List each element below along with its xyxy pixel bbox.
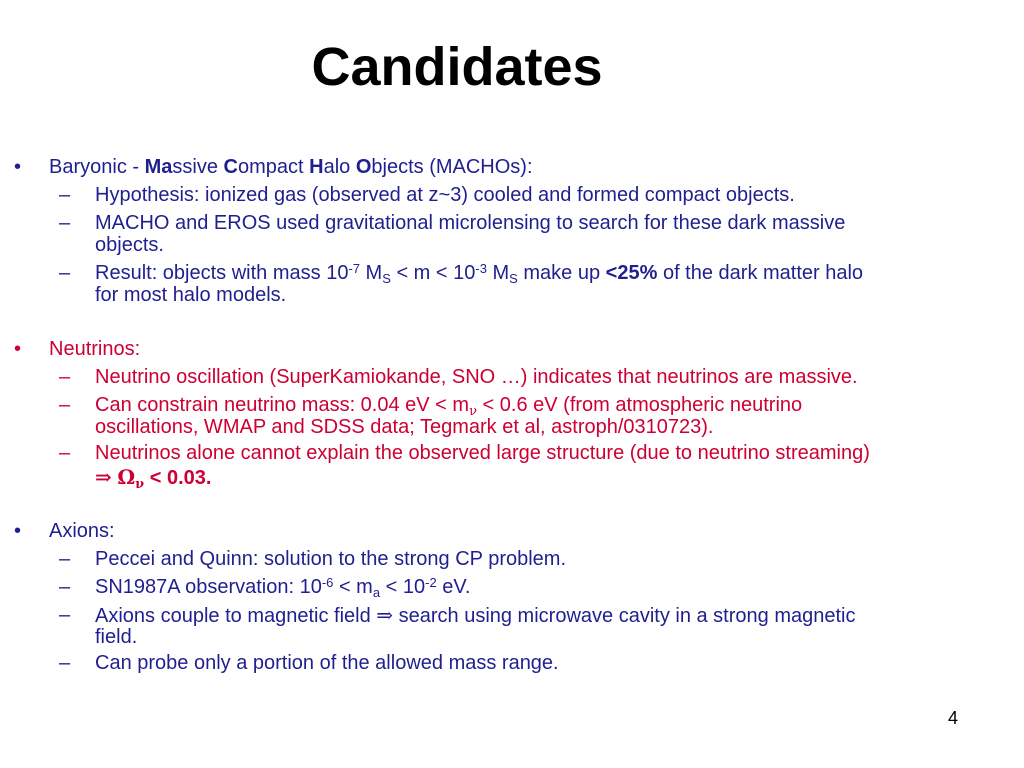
- item-peccei: Peccei and Quinn: solution to the strong CP problem.: [95, 548, 567, 570]
- axions-heading: Axions:: [49, 520, 115, 542]
- dash-macho: –: [59, 212, 71, 234]
- dash-constrain: –: [59, 394, 71, 416]
- dash-probe: –: [59, 652, 71, 674]
- dash-oscillation: –: [59, 366, 71, 388]
- item-alone-line2: ⇒ $\Omega_\nu < 0.03$.: [95, 465, 212, 492]
- item-result-line1: Result: objects with mass $10^{-7}$ $M_S < m < 10^{-3}$ $M_S$ make up <25% of the dark matter halo: [95, 261, 864, 286]
- item-constrain-line1: Can constrain neutrino mass: 0.04 eV < $m_\nu < 0.6$ eV (from atmospheric neutrino: [95, 394, 803, 419]
- item-macho-line1: MACHO and EROS used gravitational microlensing to search for these dark massive: [95, 212, 846, 234]
- page-number: 4: [948, 708, 959, 728]
- dash-result: –: [59, 262, 71, 284]
- implies-arrow-icon: ⇒: [95, 465, 112, 489]
- item-result-line2: for most halo models.: [95, 284, 287, 306]
- item-alone-line1: Neutrinos alone cannot explain the observed large structure (due to neutrino streaming): [95, 442, 870, 464]
- dash-hypothesis: –: [59, 184, 71, 206]
- item-couple-line2: field.: [95, 626, 138, 648]
- dash-sn1987a: –: [59, 576, 71, 598]
- bullet-neutrinos: •: [14, 338, 22, 360]
- item-macho-line2: objects.: [95, 234, 164, 256]
- neutrinos-heading: Neutrinos:: [49, 338, 141, 360]
- bullet-baryonic: •: [14, 156, 22, 178]
- implies-arrow-icon: ⇒: [376, 603, 394, 627]
- item-couple-line1: Axions couple to magnetic field ⇒ search using microwave cavity in a strong magnetic: [95, 603, 856, 627]
- item-sn1987a: SN1987A observation: $10^{-6} < m_a < 10^{-2}$ eV.: [95, 575, 471, 600]
- baryonic-heading: Baryonic - Massive Compact Halo Objects (MACHOs):: [49, 156, 533, 178]
- slide-title: Candidates: [311, 37, 603, 97]
- item-hypothesis: Hypothesis: ionized gas (observed at z~3) cooled and formed compact objects.: [95, 184, 795, 206]
- bullet-axions: •: [14, 520, 22, 542]
- item-constrain-line2: oscillations, WMAP and SDSS data; Tegmark et al, astroph/0310723).: [95, 416, 714, 438]
- dash-couple: –: [59, 604, 71, 626]
- dash-peccei: –: [59, 548, 71, 570]
- item-probe: Can probe only a portion of the allowed mass range.: [95, 652, 559, 674]
- item-oscillation: Neutrino oscillation (SuperKamiokande, SNO …) indicates that neutrinos are massive.: [95, 366, 858, 388]
- dash-alone: –: [59, 442, 71, 464]
